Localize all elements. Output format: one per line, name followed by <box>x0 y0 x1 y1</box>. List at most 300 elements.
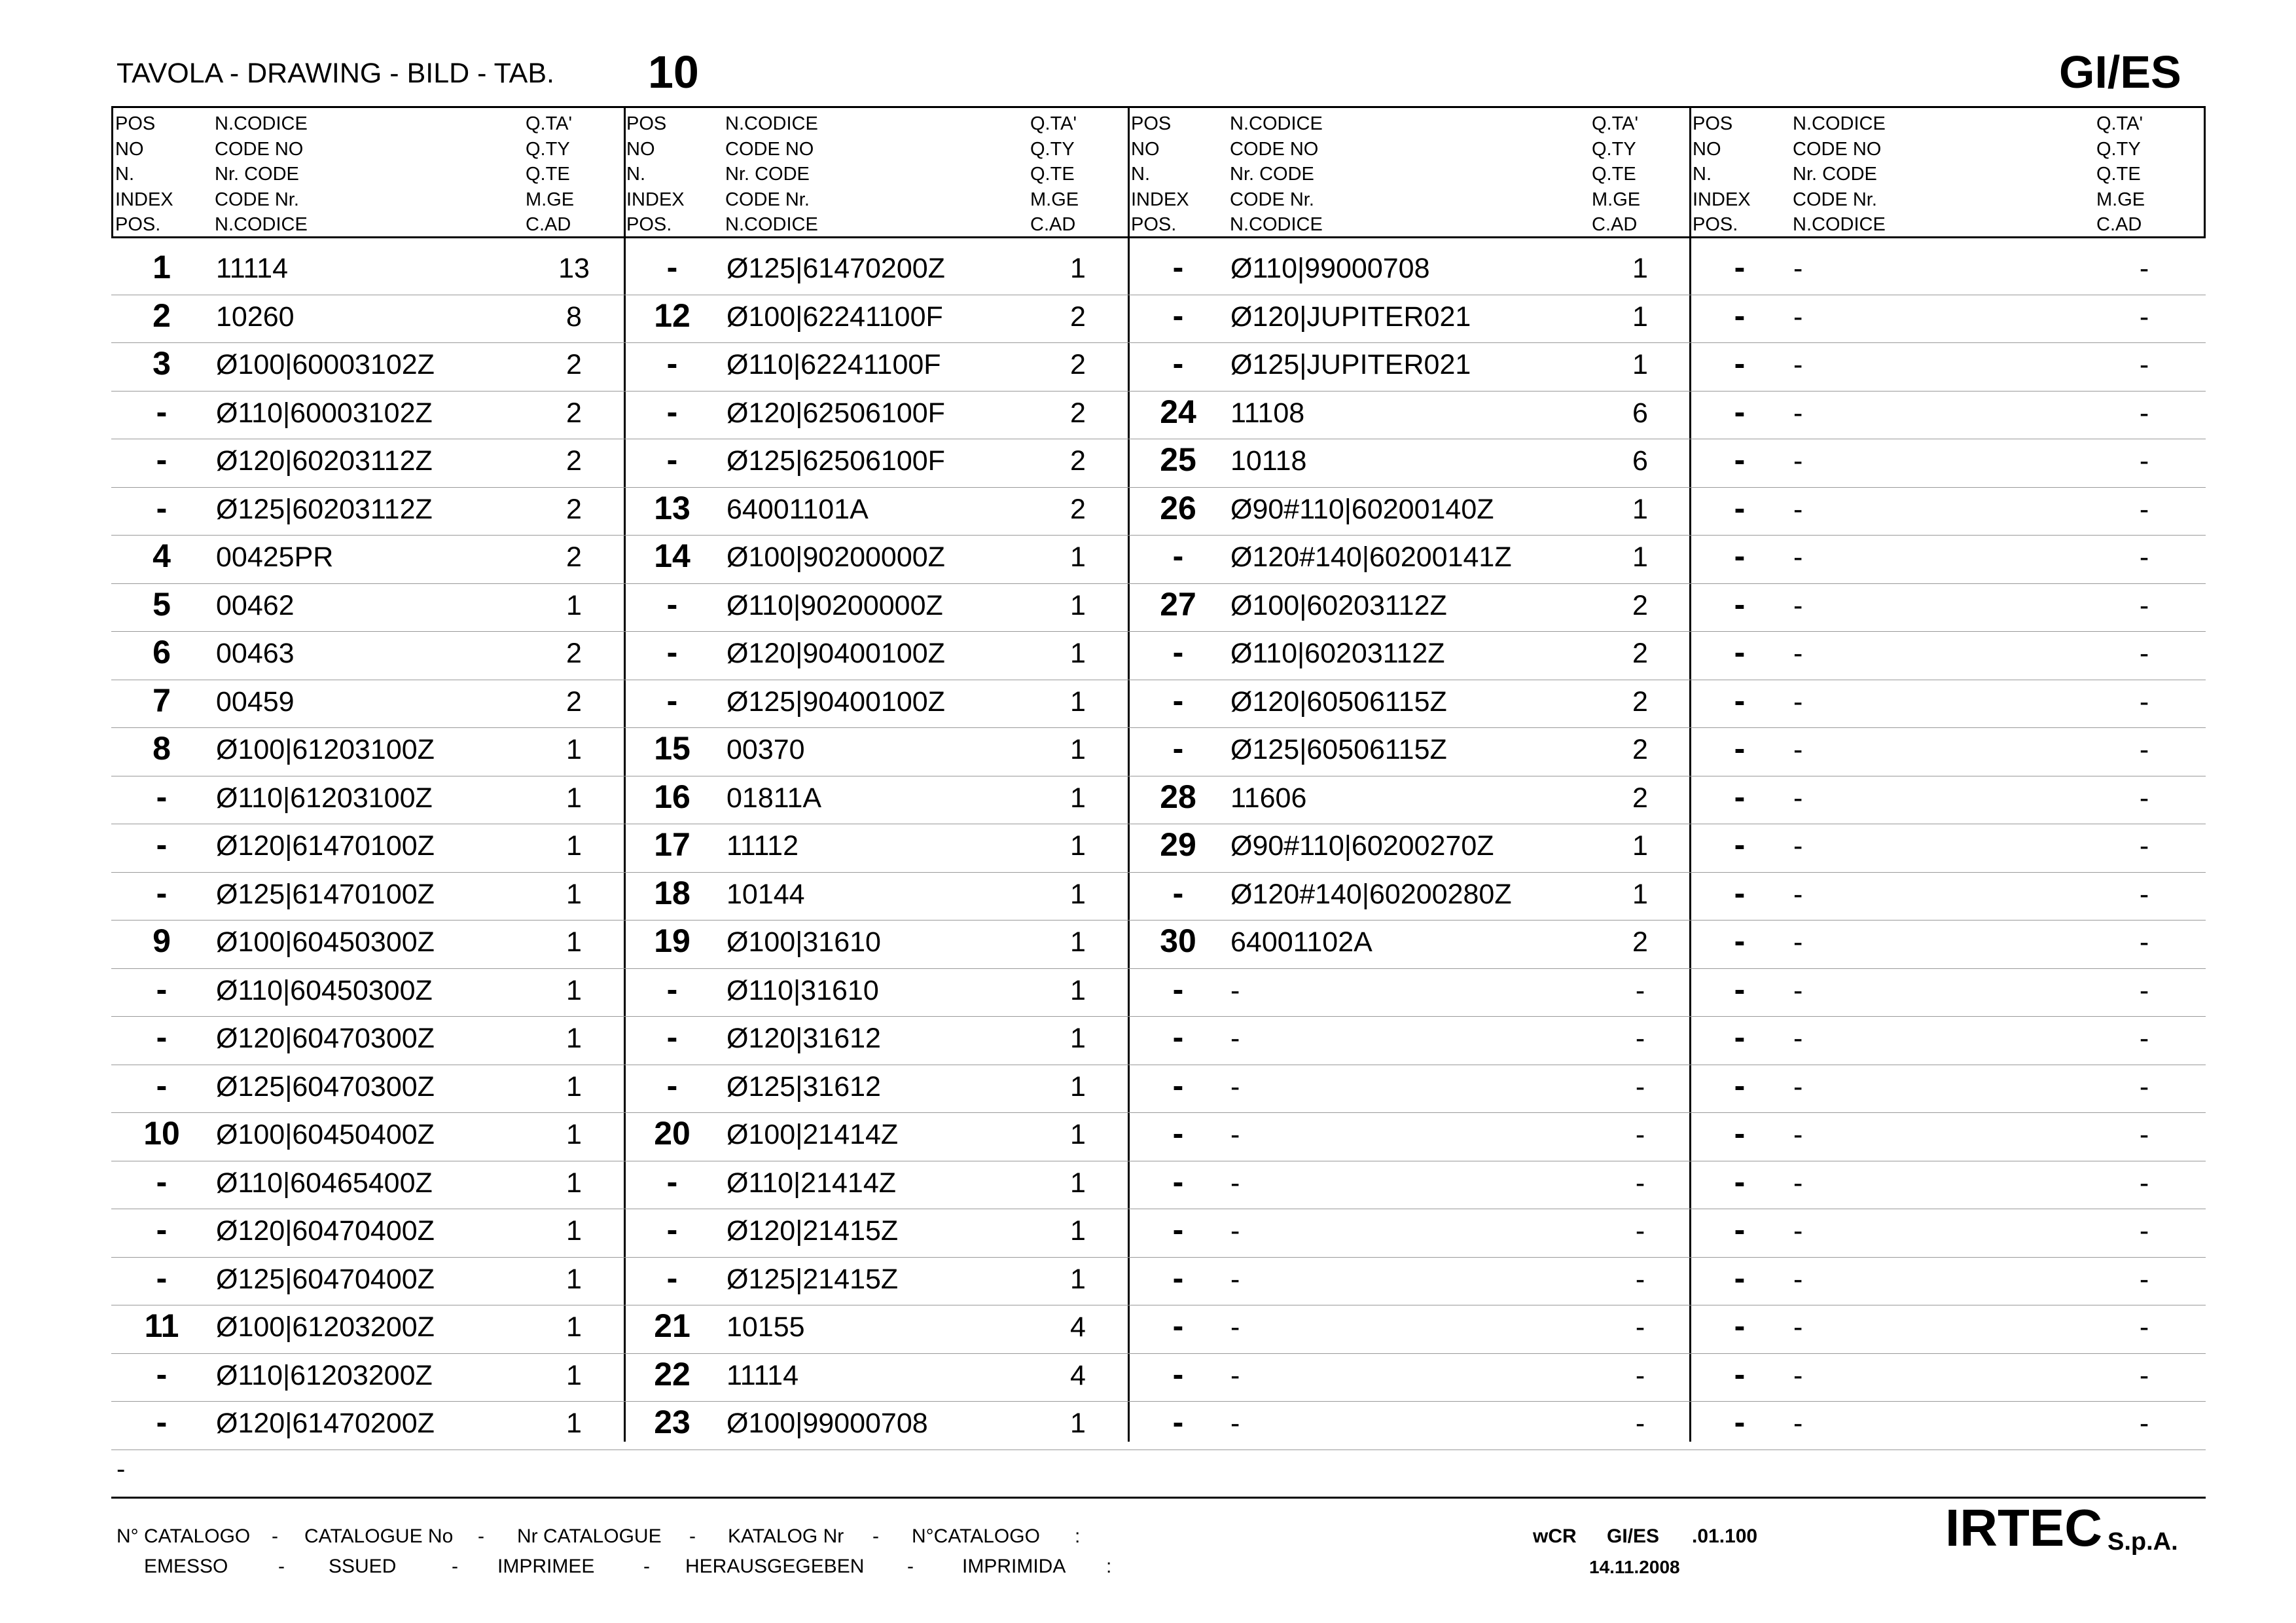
footer-issued-label: - <box>643 1556 650 1577</box>
position-number: 22 <box>654 1355 691 1393</box>
column-separator <box>1128 106 1130 1442</box>
part-code: - <box>1230 1311 1240 1343</box>
position-number: - <box>666 682 678 719</box>
row-divider <box>111 1353 2206 1354</box>
quantity: 1 <box>1070 1408 1086 1439</box>
quantity: 1 <box>566 974 582 1006</box>
header-pos-label: N. <box>1693 164 1712 185</box>
part-code: Ø120|60470300Z <box>216 1023 435 1054</box>
position-number: - <box>666 345 678 382</box>
quantity: 6 <box>1632 397 1648 429</box>
header-code-label: CODE NO <box>725 138 814 160</box>
footer-issued-label: : <box>1106 1556 1112 1577</box>
quantity: 1 <box>1632 830 1648 862</box>
part-code: Ø120#140|60200141Z <box>1230 541 1512 573</box>
quantity: 2 <box>566 493 582 525</box>
quantity: 1 <box>566 830 582 862</box>
position-number: - <box>1734 1067 1746 1104</box>
part-code: Ø110|60203112Z <box>1230 638 1445 669</box>
quantity: 1 <box>566 1359 582 1391</box>
position-number: - <box>1172 730 1184 767</box>
position-number: - <box>1734 249 1746 285</box>
quantity: 1 <box>1070 830 1086 862</box>
part-code: - <box>1793 253 1803 284</box>
position-number: - <box>156 1404 168 1440</box>
header-code-label: Nr. CODE <box>725 164 810 185</box>
quantity: - <box>2139 878 2149 910</box>
row-divider <box>111 391 2206 392</box>
position-number: 30 <box>1160 922 1196 959</box>
part-code: - <box>1793 878 1803 910</box>
part-code: - <box>1793 830 1803 862</box>
part-code: - <box>1793 685 1803 718</box>
part-code: Ø100|61203200Z <box>216 1311 435 1343</box>
part-code: Ø110|62241100F <box>726 349 941 380</box>
position-number: 27 <box>1160 585 1196 623</box>
quantity: 2 <box>1632 685 1648 718</box>
header-code-label: Nr. CODE <box>1230 164 1314 185</box>
header-pos-label: N. <box>626 164 645 185</box>
part-code: Ø100|31610 <box>726 926 881 958</box>
header-pos-label: NO <box>1131 138 1160 160</box>
drawing-title-label: TAVOLA - DRAWING - BILD - TAB. <box>117 58 554 89</box>
quantity: - <box>2139 1023 2149 1054</box>
quantity: 2 <box>1632 734 1648 765</box>
part-code: - <box>1230 1167 1240 1199</box>
row-divider <box>111 342 2206 343</box>
quantity: 1 <box>566 734 582 765</box>
header-qty-label: M.GE <box>2096 189 2145 210</box>
header-qty-label: Q.TY <box>2096 138 2141 160</box>
footer-issued-label: EMESSO <box>144 1556 228 1577</box>
part-code: Ø100|21414Z <box>726 1119 899 1150</box>
quantity: - <box>2139 397 2149 429</box>
quantity: 1 <box>1070 1263 1086 1295</box>
part-code: Ø100|99000708 <box>726 1408 928 1439</box>
position-number: - <box>1172 345 1184 382</box>
quantity: 1 <box>566 1215 582 1247</box>
position-number: - <box>1172 682 1184 719</box>
quantity: 1 <box>1632 253 1648 284</box>
quantity: 2 <box>1070 301 1086 333</box>
part-code: Ø110|21414Z <box>726 1167 897 1199</box>
row-divider <box>111 1112 2206 1113</box>
position-number: - <box>156 826 168 863</box>
header-code-label: CODE Nr. <box>1230 189 1314 210</box>
quantity: - <box>2139 926 2149 958</box>
position-number: - <box>156 1355 168 1393</box>
quantity: 2 <box>1632 589 1648 621</box>
header-code-label: N.CODICE <box>1793 113 1886 134</box>
part-code: - <box>1793 349 1803 380</box>
quantity: 1 <box>1070 1070 1086 1103</box>
quantity: - <box>1635 1070 1645 1103</box>
quantity: - <box>2139 974 2149 1006</box>
part-code: Ø120|61470100Z <box>216 830 435 862</box>
part-code: 00459 <box>216 685 295 718</box>
row-divider <box>111 583 2206 584</box>
part-code: Ø125|61470200Z <box>726 253 945 284</box>
part-code: - <box>1793 638 1803 669</box>
header-pos-label: INDEX <box>1693 189 1751 210</box>
column-separator <box>1689 106 1691 1442</box>
part-code: Ø100|60450300Z <box>216 926 435 958</box>
part-code: Ø125|60470400Z <box>216 1263 435 1295</box>
quantity: 6 <box>1632 445 1648 477</box>
header-qty-label: C.AD <box>2096 214 2142 235</box>
quantity: - <box>1635 1023 1645 1054</box>
part-code: Ø110|90200000Z <box>726 589 943 621</box>
footer-catalog-label: KATALOG Nr <box>728 1525 844 1547</box>
part-code: 00462 <box>216 589 295 621</box>
position-number: - <box>156 1019 168 1055</box>
part-code: - <box>1230 1408 1240 1439</box>
footer-catalog-label: - <box>689 1525 696 1547</box>
header-pos-label: POS <box>1693 113 1733 134</box>
catalog-code: .01.100 <box>1692 1525 1758 1547</box>
quantity: 2 <box>566 445 582 477</box>
position-number: 11 <box>144 1307 179 1344</box>
header-pos-label: INDEX <box>626 189 685 210</box>
quantity: 1 <box>566 1311 582 1343</box>
part-code: - <box>1793 926 1803 958</box>
quantity: 2 <box>1632 926 1648 958</box>
quantity: 1 <box>1632 878 1648 910</box>
quantity: - <box>1635 1263 1645 1295</box>
quantity: - <box>2139 445 2149 477</box>
quantity: 2 <box>566 541 582 573</box>
part-code: - <box>1793 445 1803 477</box>
position-number: - <box>1172 1259 1184 1296</box>
quantity: 2 <box>566 349 582 380</box>
position-number: - <box>1734 970 1746 1008</box>
footer-rule <box>111 1497 2206 1499</box>
position-number: - <box>1172 1307 1184 1344</box>
position-number: - <box>666 634 678 670</box>
position-number: 12 <box>654 297 691 334</box>
quantity: 2 <box>1070 493 1086 525</box>
position-number: - <box>666 1211 678 1248</box>
position-number: - <box>1172 1211 1184 1248</box>
issue-date: 14.11.2008 <box>1589 1557 1680 1577</box>
header-pos-label: POS <box>115 113 156 134</box>
quantity: 1 <box>1070 589 1086 621</box>
quantity: - <box>1635 1167 1645 1199</box>
quantity: 1 <box>566 926 582 958</box>
header-pos-label: NO <box>626 138 655 160</box>
quantity: 1 <box>566 878 582 910</box>
part-code: - <box>1793 589 1803 621</box>
position-number: - <box>1734 1307 1746 1344</box>
quantity: - <box>2139 1070 2149 1103</box>
position-number: - <box>666 441 678 478</box>
footer-issued-label: - <box>907 1556 914 1577</box>
quantity: 4 <box>1070 1359 1086 1391</box>
position-number: - <box>1172 1115 1184 1152</box>
header-qty-label: Q.TA' <box>526 113 573 134</box>
part-code: - <box>1230 1070 1240 1103</box>
position-number: - <box>156 778 168 815</box>
position-number: - <box>1734 634 1746 670</box>
part-code: - <box>1230 1119 1240 1150</box>
quantity: 2 <box>1070 349 1086 380</box>
position-number: 10 <box>143 1115 180 1152</box>
part-code: Ø125|60203112Z <box>216 493 433 525</box>
header-pos-label: NO <box>1693 138 1721 160</box>
part-code: Ø110|61203200Z <box>216 1359 433 1391</box>
position-number: - <box>156 1163 168 1200</box>
part-code: - <box>1793 493 1803 525</box>
position-number: - <box>1172 1019 1184 1055</box>
position-number: - <box>1172 538 1184 574</box>
position-number: 16 <box>654 778 691 815</box>
quantity: - <box>2139 589 2149 621</box>
position-number: 21 <box>654 1307 691 1344</box>
quantity: - <box>2139 493 2149 525</box>
part-code: - <box>1230 1215 1240 1247</box>
position-number: - <box>1734 585 1746 623</box>
brand-logo-text: IRTEC <box>1945 1499 2102 1557</box>
quantity: 1 <box>1070 878 1086 910</box>
position-number: 25 <box>1160 441 1196 478</box>
header-code-label: N.CODICE <box>215 214 308 235</box>
header-pos-label: POS <box>1131 113 1172 134</box>
part-code: Ø100|60203112Z <box>1230 589 1447 621</box>
quantity: 2 <box>1632 638 1648 669</box>
position-number: - <box>1734 1019 1746 1055</box>
position-number: 26 <box>1160 489 1196 526</box>
header-qty-label: Q.TE <box>526 164 570 185</box>
position-number: - <box>1172 634 1184 670</box>
header-pos-label: NO <box>115 138 144 160</box>
quantity: 13 <box>558 253 590 284</box>
quantity: 1 <box>1070 734 1086 765</box>
part-code: Ø120#140|60200280Z <box>1230 878 1512 910</box>
row-divider <box>111 727 2206 728</box>
position-number: - <box>1172 1404 1184 1440</box>
position-number: 9 <box>152 922 171 959</box>
position-number: 4 <box>152 538 171 574</box>
part-code: Ø120|90400100Z <box>726 638 945 669</box>
part-code: 00425PR <box>216 541 334 573</box>
position-number: - <box>156 489 168 526</box>
header-qty-label: M.GE <box>1030 189 1079 210</box>
header-code-label: CODE NO <box>1793 138 1882 160</box>
position-number: - <box>156 970 168 1008</box>
quantity: 1 <box>566 1408 582 1439</box>
position-number: - <box>1172 297 1184 334</box>
quantity: 1 <box>1632 493 1648 525</box>
footer-catalog-label: - <box>272 1525 278 1547</box>
part-code: - <box>1793 1023 1803 1054</box>
part-code: Ø125|62506100F <box>726 445 945 477</box>
position-number: - <box>1734 1211 1746 1248</box>
header-code-label: N.CODICE <box>215 113 308 134</box>
quantity: 1 <box>566 1167 582 1199</box>
part-code: 11112 <box>726 830 798 862</box>
header-code-label: Nr. CODE <box>215 164 299 185</box>
header-pos-label: N. <box>1131 164 1150 185</box>
part-code: Ø100|60450400Z <box>216 1119 435 1150</box>
position-number: 23 <box>654 1404 691 1440</box>
part-code: - <box>1793 541 1803 573</box>
position-number: 19 <box>654 922 691 959</box>
header-qty-label: C.AD <box>1030 214 1076 235</box>
part-code: Ø125|60470300Z <box>216 1070 435 1103</box>
quantity: 8 <box>566 301 582 333</box>
part-code: - <box>1793 782 1803 814</box>
header-qty-label: C.AD <box>1592 214 1638 235</box>
position-number: - <box>666 249 678 285</box>
footer-catalog-label: - <box>478 1525 484 1547</box>
part-code: Ø100|90200000Z <box>726 541 945 573</box>
position-number: - <box>666 393 678 430</box>
part-code: Ø110|61203100Z <box>216 782 433 814</box>
header-pos-label: POS. <box>626 214 672 235</box>
quantity: 1 <box>1070 926 1086 958</box>
part-code: Ø120|60506115Z <box>1230 685 1447 718</box>
footer-catalog-label: N°CATALOGO <box>912 1525 1040 1547</box>
row-divider <box>111 535 2206 536</box>
page-dash: - <box>117 1455 126 1484</box>
header-qty-label: Q.TY <box>1030 138 1075 160</box>
quantity: - <box>1635 1408 1645 1439</box>
position-number: 17 <box>654 826 691 863</box>
part-code: 00370 <box>726 734 805 765</box>
position-number: 13 <box>654 489 691 526</box>
position-number: - <box>1734 682 1746 719</box>
part-code: Ø120|21415Z <box>726 1215 899 1247</box>
position-number: - <box>1734 874 1746 911</box>
position-number: - <box>666 970 678 1008</box>
position-number: 15 <box>654 730 691 767</box>
quantity: - <box>2139 1408 2149 1439</box>
quantity: 1 <box>1070 1167 1086 1199</box>
header-pos-label: N. <box>115 164 134 185</box>
position-number: 5 <box>152 585 171 623</box>
header-pos-label: INDEX <box>115 189 173 210</box>
header-qty-label: Q.TA' <box>1030 113 1077 134</box>
quantity: - <box>2139 1359 2149 1391</box>
position-number: - <box>1734 1404 1746 1440</box>
part-code: Ø110|60003102Z <box>216 397 433 429</box>
catalog-code: wCR <box>1533 1525 1577 1547</box>
part-code: Ø90#110|60200140Z <box>1230 493 1494 525</box>
quantity: 1 <box>1632 541 1648 573</box>
position-number: 2 <box>152 297 171 334</box>
part-code: Ø90#110|60200270Z <box>1230 830 1494 862</box>
part-code: Ø125|JUPITER021 <box>1230 349 1471 380</box>
footer-catalog-label: : <box>1075 1525 1081 1547</box>
part-code: 64001102A <box>1230 926 1372 958</box>
position-number: 1 <box>152 249 171 285</box>
header-qty-label: Q.TY <box>526 138 570 160</box>
quantity: 1 <box>566 1070 582 1103</box>
position-number: - <box>1172 1067 1184 1104</box>
header-code-label: N.CODICE <box>1793 214 1886 235</box>
quantity: 1 <box>566 1119 582 1150</box>
model-code: GI/ES <box>2059 46 2181 98</box>
quantity: 2 <box>566 638 582 669</box>
header-qty-label: Q.TE <box>1592 164 1636 185</box>
position-number: - <box>156 441 168 478</box>
header-pos-label: POS <box>626 113 667 134</box>
position-number: - <box>1734 730 1746 767</box>
position-number: - <box>1734 1115 1746 1152</box>
part-code: 01811A <box>726 782 822 814</box>
quantity: - <box>2139 1215 2149 1247</box>
quantity: - <box>2139 782 2149 814</box>
part-code: Ø120|62506100F <box>726 397 945 429</box>
position-number: - <box>666 1259 678 1296</box>
position-number: - <box>1172 1355 1184 1393</box>
position-number: - <box>1734 441 1746 478</box>
header-pos-label: POS. <box>1693 214 1738 235</box>
part-code: - <box>1793 1070 1803 1103</box>
quantity: 1 <box>1070 1023 1086 1054</box>
row-divider <box>111 968 2206 969</box>
part-code: - <box>1230 1263 1240 1295</box>
part-code: 64001101A <box>726 493 869 525</box>
quantity: - <box>1635 974 1645 1006</box>
footer-issued-label: IMPRIMIDA <box>962 1556 1066 1577</box>
part-code: 10118 <box>1230 445 1307 477</box>
row-divider <box>111 1257 2206 1258</box>
quantity: 1 <box>1070 253 1086 284</box>
footer-catalog-label: Nr CATALOGUE <box>517 1525 662 1547</box>
column-separator <box>624 106 626 1442</box>
part-code: 11114 <box>726 1359 798 1391</box>
quantity: 1 <box>1070 782 1086 814</box>
position-number: - <box>1734 1355 1746 1393</box>
part-code: - <box>1793 1408 1803 1439</box>
header-code-label: CODE NO <box>1230 138 1319 160</box>
part-code: 11606 <box>1230 782 1307 814</box>
header-qty-label: Q.TE <box>1030 164 1075 185</box>
quantity: 1 <box>566 589 582 621</box>
position-number: - <box>156 1211 168 1248</box>
part-code: Ø100|61203100Z <box>216 734 435 765</box>
header-qty-label: Q.TA' <box>1592 113 1639 134</box>
header-code-label: N.CODICE <box>725 214 818 235</box>
part-code: Ø110|31610 <box>726 974 879 1006</box>
position-number: - <box>1734 1259 1746 1296</box>
part-code: Ø120|60203112Z <box>216 445 433 477</box>
table-number: 10 <box>648 46 699 98</box>
quantity: - <box>2139 541 2149 573</box>
part-code: - <box>1793 1167 1803 1199</box>
quantity: 1 <box>1070 1215 1086 1247</box>
footer-issued-label: SSUED <box>329 1556 397 1577</box>
position-number: - <box>156 1259 168 1296</box>
quantity: 4 <box>1070 1311 1086 1343</box>
part-code: Ø125|61470100Z <box>216 878 435 910</box>
quantity: - <box>1635 1359 1645 1391</box>
part-code: - <box>1793 301 1803 333</box>
header-qty-label: M.GE <box>526 189 575 210</box>
part-code: - <box>1793 1311 1803 1343</box>
part-code: - <box>1793 1263 1803 1295</box>
header-code-label: Nr. CODE <box>1793 164 1877 185</box>
part-code: 11114 <box>216 253 288 284</box>
footer-issued-label: - <box>452 1556 458 1577</box>
position-number: - <box>1172 1163 1184 1200</box>
part-code: - <box>1793 974 1803 1006</box>
header-code-label: CODE Nr. <box>1793 189 1877 210</box>
position-number: 14 <box>654 538 691 574</box>
position-number: 20 <box>654 1115 691 1152</box>
position-number: 7 <box>152 682 171 719</box>
